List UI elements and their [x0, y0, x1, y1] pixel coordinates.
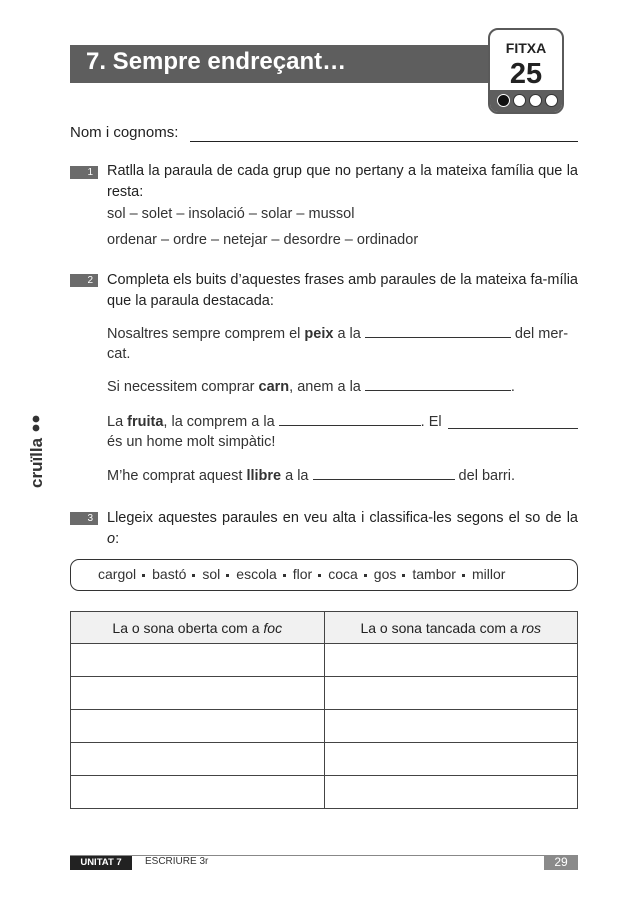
sentence-2-keyword: carn — [258, 379, 290, 395]
column-header-closed-o-text: La o sona tancada com a — [360, 619, 522, 636]
table-row — [71, 644, 578, 677]
sentence-2 — [107, 379, 515, 395]
sentence-4 — [107, 468, 515, 484]
table-row — [71, 776, 578, 809]
page-number: 29 — [544, 855, 578, 870]
word-item: tambor — [412, 566, 456, 582]
sentence-1 — [107, 326, 568, 342]
bullet-separator-icon — [283, 574, 286, 577]
sentence-1-pre: Nosaltres sempre comprem el — [107, 326, 305, 342]
classification-table — [70, 611, 578, 809]
bullet-separator-icon — [318, 574, 321, 577]
logo-dot-icon — [33, 416, 40, 423]
word-item: sol — [202, 566, 221, 582]
sentence-4-blank[interactable] — [313, 478, 455, 480]
table-header-row — [71, 612, 578, 644]
sentence-3-pre: La — [107, 414, 128, 430]
bullet-separator-icon — [364, 574, 367, 577]
sentence-2-post: . — [510, 379, 515, 395]
column-header-closed-o-example: ros — [521, 619, 542, 636]
word-item: coca — [328, 566, 358, 582]
progress-dots — [490, 90, 562, 112]
bullet-separator-icon — [142, 574, 145, 577]
exercise-1-instruction: Ratlla la paraula de cada grup que no pertany a la mateixa família que la resta: — [107, 163, 578, 200]
exercise-1-number: 1 — [70, 166, 98, 179]
sentence-1-mid: a la — [333, 326, 365, 342]
sentence-4-pre: M’he comprat aquest — [107, 468, 247, 484]
table-cell[interactable] — [324, 743, 578, 776]
sentence-2-blank[interactable] — [365, 389, 511, 391]
table-cell[interactable] — [71, 677, 325, 710]
table-cell[interactable] — [324, 776, 578, 809]
table-cell[interactable] — [71, 776, 325, 809]
word-item: flor — [292, 566, 313, 582]
exercise-2-instruction: Completa els buits d’aquestes frases amb paraules de la mateixa fa-mília que la paraula destacada: — [107, 272, 578, 309]
table-cell[interactable] — [324, 677, 578, 710]
table-row — [71, 743, 578, 776]
exercise-1-group-2[interactable]: ordenar – ordre – netejar – desordre – ordinador — [107, 232, 419, 248]
bullet-separator-icon — [462, 574, 465, 577]
exercise-1-group-1[interactable]: sol – solet – insolació – solar – mussol — [107, 206, 355, 222]
bullet-separator-icon — [226, 574, 229, 577]
table-cell[interactable] — [71, 644, 325, 677]
cruilla-logo-text: cruïlla — [27, 437, 46, 488]
sentence-1-continuation: cat. — [107, 346, 131, 362]
sentence-3-blank-1[interactable] — [279, 424, 421, 426]
exercise-3-instruction-end: : — [115, 531, 120, 547]
fitxa-number: 25 — [509, 58, 543, 90]
word-item: millor — [471, 566, 506, 582]
column-header-open-o-example: foc — [263, 619, 283, 636]
fitxa-badge — [488, 28, 564, 114]
table-cell[interactable] — [324, 710, 578, 743]
cruilla-logo — [20, 415, 50, 490]
progress-dot-empty-icon — [513, 94, 526, 107]
sentence-4-mid: a la — [281, 468, 313, 484]
exercise-3-instruction — [107, 508, 578, 550]
sentence-4-keyword: llibre — [246, 468, 282, 484]
sentence-2-pre: Si necessitem comprar — [107, 379, 259, 395]
word-item: bastó — [152, 566, 187, 582]
sentence-3-continuation: és un home molt simpàtic! — [107, 434, 276, 450]
sentence-4-post: del barri. — [454, 468, 515, 484]
word-item: escola — [236, 566, 277, 582]
fitxa-label: FITXA — [505, 40, 547, 56]
exercise-2-number: 2 — [70, 274, 98, 287]
table-row — [71, 710, 578, 743]
table-cell[interactable] — [324, 644, 578, 677]
footer-subject: ESCRIURE 3r — [145, 856, 209, 867]
word-bank — [98, 566, 505, 582]
sentence-3-blank-2[interactable] — [448, 427, 578, 429]
logo-dot-icon — [33, 425, 40, 432]
bullet-separator-icon — [402, 574, 405, 577]
sentence-3-keyword: fruita — [127, 414, 164, 430]
progress-dot-empty-icon — [545, 94, 558, 107]
column-header-closed-o — [324, 612, 578, 644]
sentence-3-post: . El — [420, 414, 442, 430]
sentence-2-mid: , anem a la — [289, 379, 365, 395]
sentence-1-keyword: peix — [304, 326, 334, 342]
progress-dot-filled-icon — [497, 94, 510, 107]
exercise-3-instruction-text: Llegeix aquestes paraules en veu alta i classifica-les segons el so de la — [107, 510, 578, 526]
column-header-open-o-text: La o sona oberta com a — [112, 619, 264, 636]
column-header-open-o — [71, 612, 325, 644]
table-cell[interactable] — [71, 710, 325, 743]
exercise-3-instruction-letter: o — [107, 531, 116, 547]
sentence-1-post: del mer- — [510, 326, 569, 342]
name-input-line[interactable] — [190, 141, 578, 142]
name-label: Nom i cognoms: — [70, 124, 179, 141]
sentence-3 — [107, 414, 442, 430]
bullet-separator-icon — [192, 574, 195, 577]
word-item: cargol — [98, 566, 137, 582]
exercise-3-number: 3 — [70, 512, 98, 525]
unit-badge: UNITAT 7 — [70, 856, 132, 870]
sentence-3-mid: , la comprem a la — [163, 414, 279, 430]
table-cell[interactable] — [71, 743, 325, 776]
page-title: 7. Sempre endreçant… — [86, 48, 347, 75]
sentence-1-blank[interactable] — [365, 336, 511, 338]
table-row — [71, 677, 578, 710]
word-item: gos — [373, 566, 397, 582]
title-bar — [70, 45, 550, 83]
progress-dot-empty-icon — [529, 94, 542, 107]
